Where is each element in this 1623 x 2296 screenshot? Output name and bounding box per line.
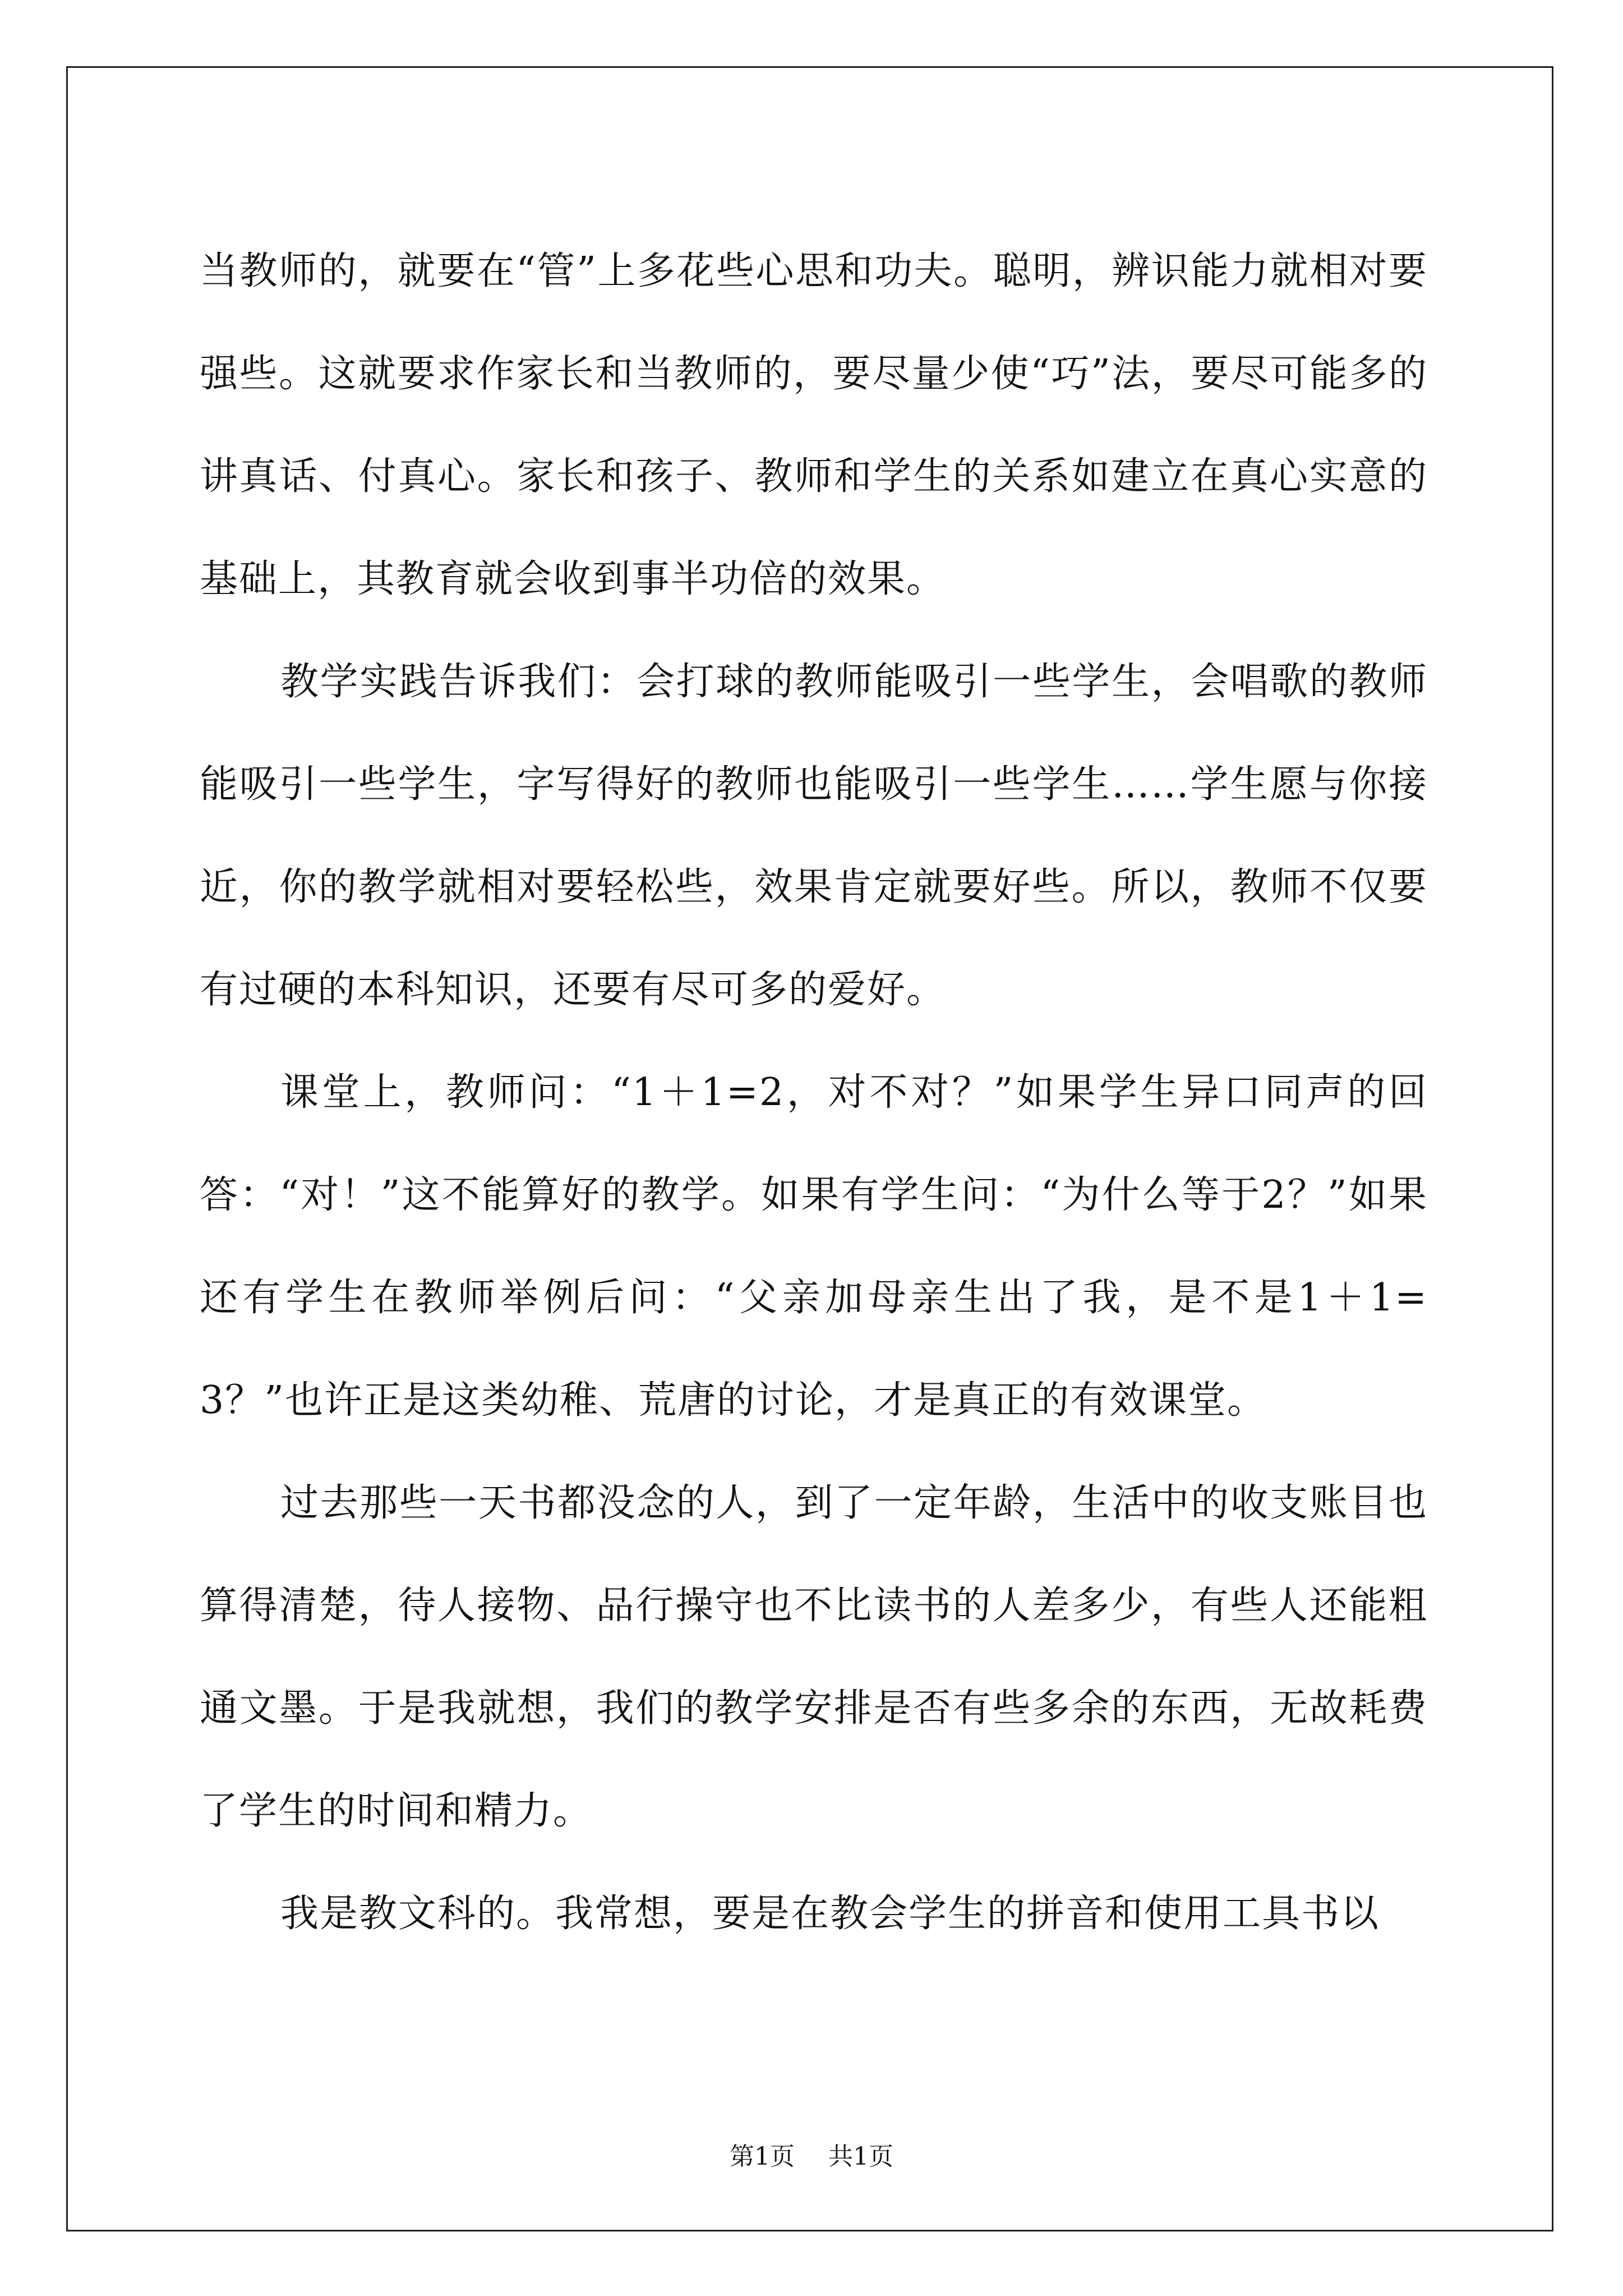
paragraph-3: 课堂上，教师问：“1＋1=2，对不对？”如果学生异口同声的回答：“对！”这不能算好的教学。如果有学生问：“为什么等于2？”如果还有学生在教师举例后问：“父亲加母亲生出了我，是不是1＋1=3？”也许正是这类幼稚、荒唐的讨论，才是真正的有效课堂。 (200, 1070, 1428, 1423)
paragraph-4: 过去那些一天书都没念的人，到了一定年龄，生活中的收支账目也算得清楚，待人接物、品行操守也不比读书的人差多少，有些人还能粗通文墨。于是我就想，我们的教学安排是否有些多余的东西，无故耗费了学生的时间和精力。 (200, 1481, 1428, 1833)
paragraph-5: 我是教文科的。我常想，要是在教会学生的拼音和使用工具书以 (280, 1892, 1380, 1936)
paragraph-1: 当教师的，就要在“管”上多花些心思和功夫。聪明，辨识能力就相对要强些。这就要求作家长和当教师的，要尽量少使“巧”法，要尽可能多的讲真话、付真心。家长和孩子、教师和学生的关系如建立在真心实意的基础上，其教育就会收到事半功倍的效果。 (200, 249, 1428, 601)
page-total: 共1页 (828, 2142, 893, 2171)
page-footer (0, 2140, 1623, 2174)
document-body (200, 220, 1428, 1965)
paragraph-2: 教学实践告诉我们：会打球的教师能吸引一些学生，会唱歌的教师能吸引一些学生，字写得好的教师也能吸引一些学生……学生愿与你接近，你的教学就相对要轻松些，效果肯定就要好些。所以，教师不仅要有过硬的本科知识，还要有尽可多的爱好。 (200, 660, 1428, 1012)
page-number: 第1页 (730, 2142, 795, 2171)
